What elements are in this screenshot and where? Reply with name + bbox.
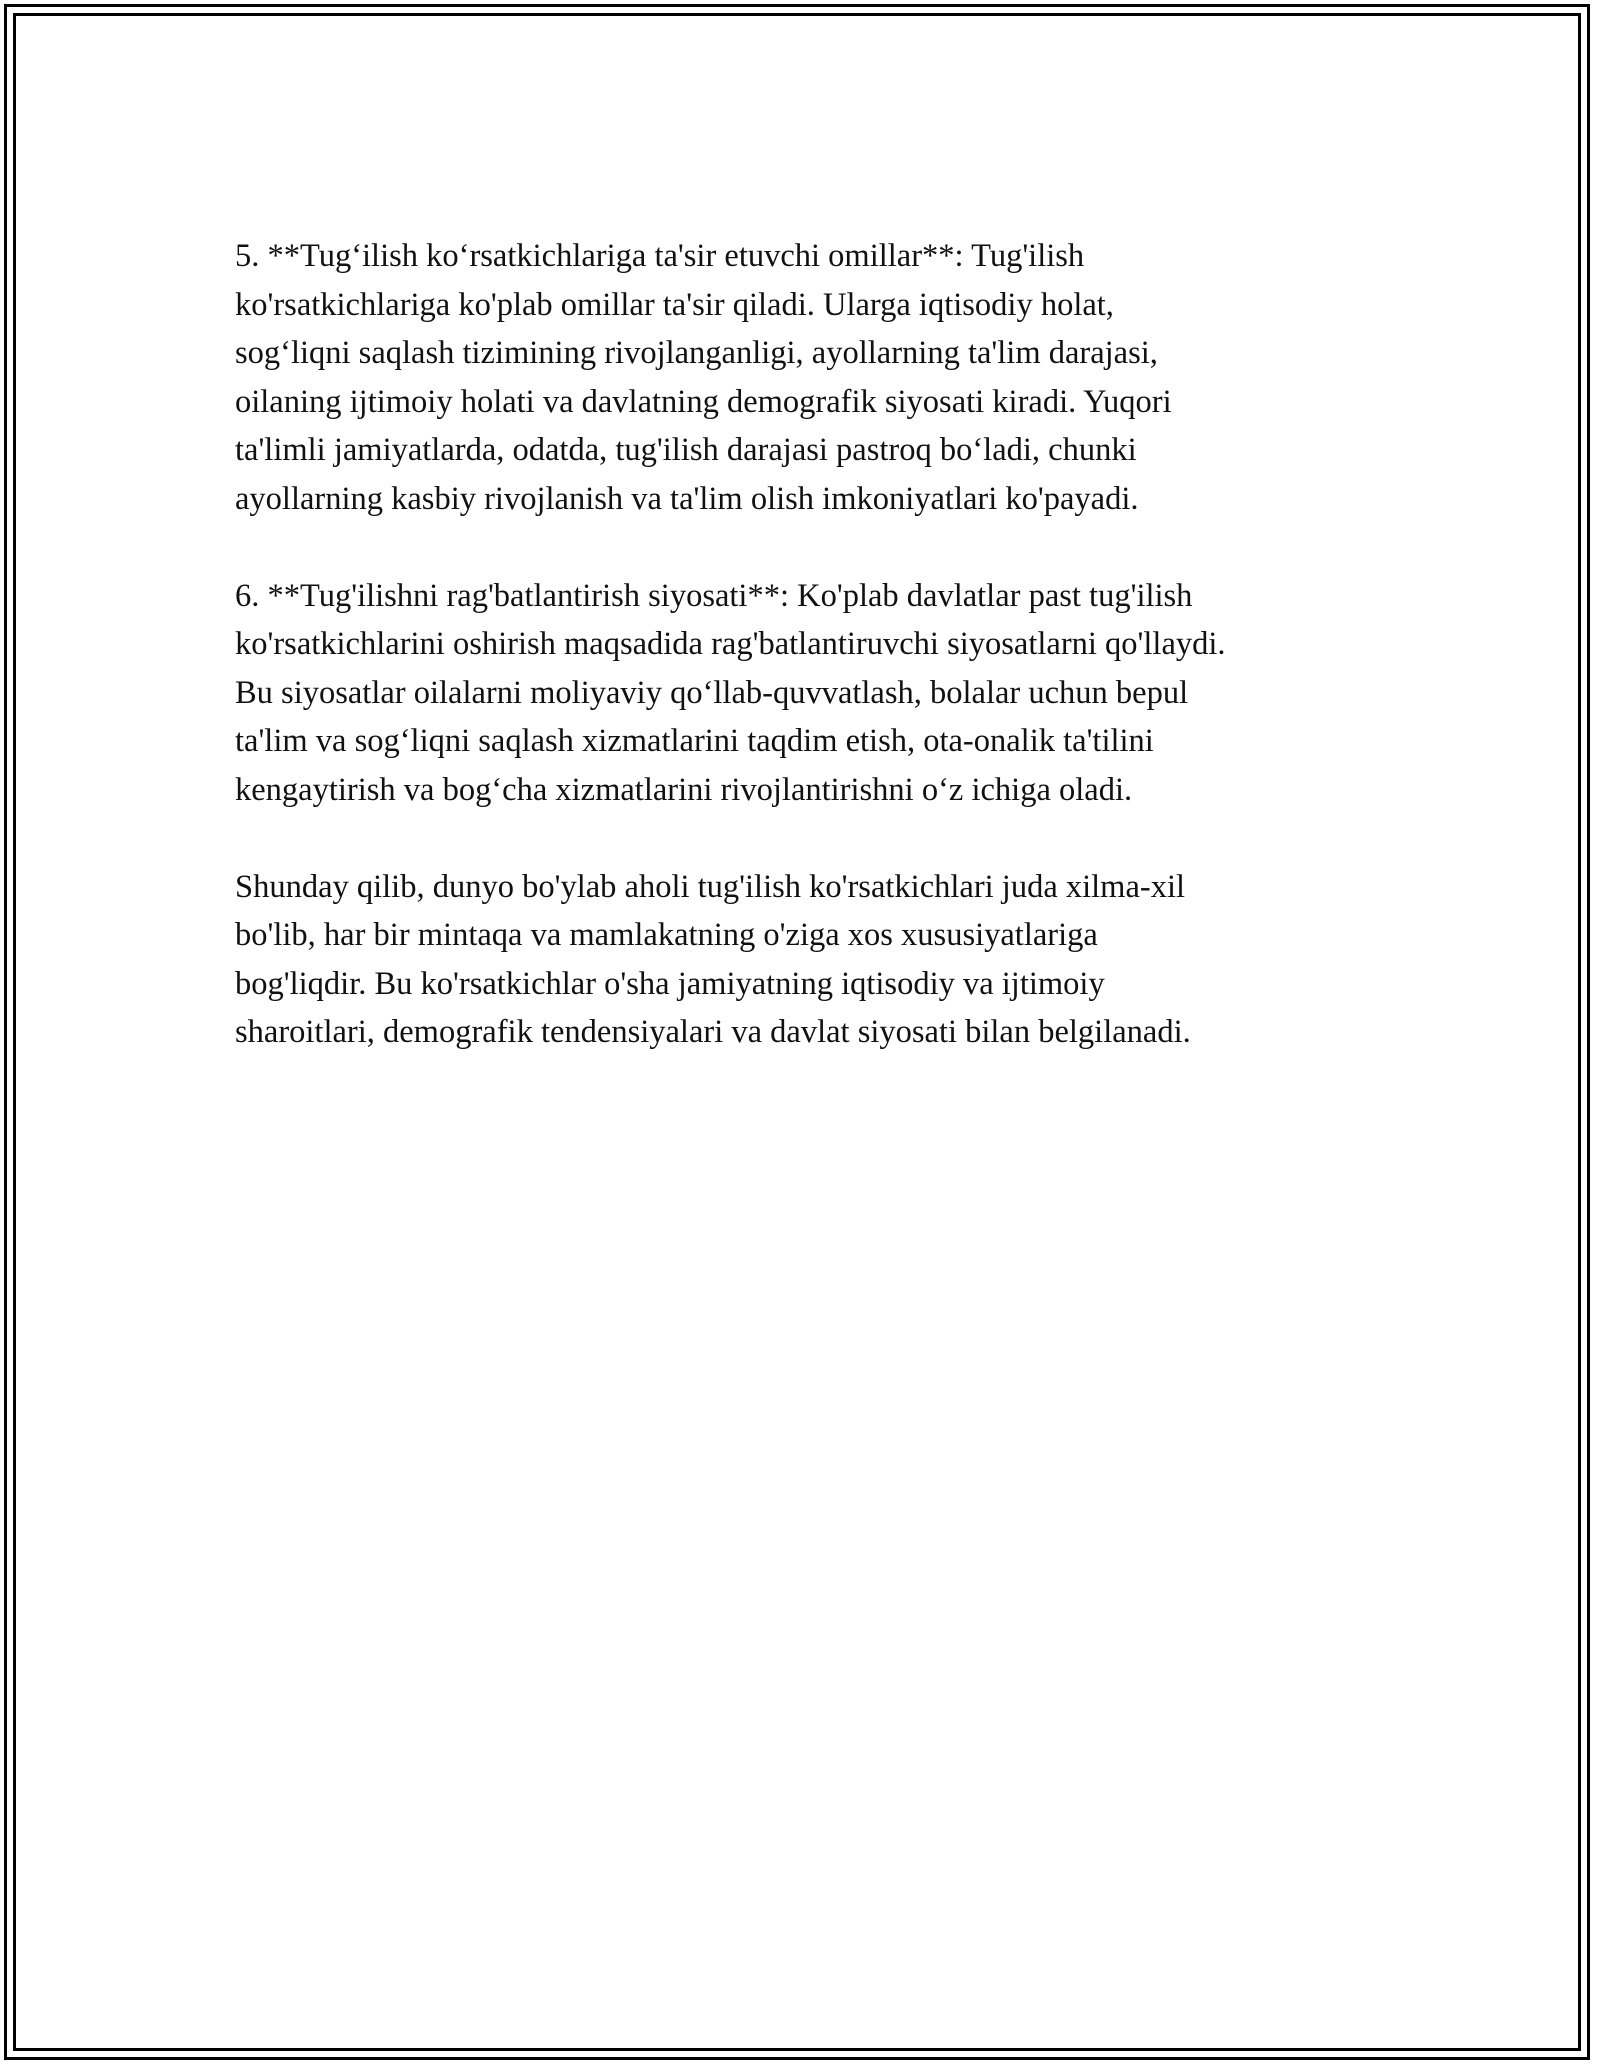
paragraph-birth-incentive-policy [235, 572, 1370, 815]
text-line: Shunday qilib, dunyo bo'ylab aholi tug'ilish ko'rsatkichlari juda xilma-xil [235, 868, 1186, 905]
text-line: Bu siyosatlar oilalarni moliyaviy qo‘llab-quvvatlash, bolalar uchun bepul [235, 674, 1189, 711]
text-line: 6. **Tug'ilishni rag'batlantirish siyosati**: Ko'plab davlatlar past tug'ilish [235, 577, 1193, 614]
text-line: bog'liqdir. Bu ko'rsatkichlar o'sha jamiyatning iqtisodiy va ijtimoiy [235, 965, 1105, 1002]
text-line: ko'rsatkichlariga ko'plab omillar ta'sir qiladi. Ularga iqtisodiy holat, [235, 286, 1114, 323]
text-line: ta'limli jamiyatlarda, odatda, tug'ilish darajasi pastroq bo‘ladi, chunki [235, 432, 1137, 469]
text-line: oilaning ijtimoiy holati va davlatning demografik siyosati kiradi. Yuqori [235, 383, 1172, 420]
text-line: ko'rsatkichlarini oshirish maqsadida rag'batlantiruvchi siyosatlarni qo'llaydi. [235, 626, 1226, 663]
text-line: 5. **Tug‘ilish ko‘rsatkichlariga ta'sir etuvchi omillar**: Tug'ilish [235, 238, 1085, 274]
document-body [235, 232, 1370, 1105]
text-line: ayollarning kasbiy rivojlanish va ta'lim olish imkoniyatlari ko'payadi. [235, 480, 1139, 517]
text-line: sharoitlari, demografik tendensiyalari va davlat siyosati bilan belgilanadi. [235, 1014, 1191, 1051]
text-line: kengaytirish va bog‘cha xizmatlarini rivojlantirishni o‘z ichiga oladi. [235, 771, 1133, 808]
text-line: ta'lim va sog‘liqni saqlash xizmatlarini taqdim etish, ota-onalik ta'tilini [235, 723, 1154, 760]
text-line: sog‘liqni saqlash tizimining rivojlanganligi, ayollarning ta'lim darajasi, [235, 335, 1158, 372]
paragraph-fertility-factors [235, 232, 1370, 524]
text-line: bo'lib, har bir mintaqa va mamlakatning o'ziga xos xususiyatlariga [235, 917, 1098, 954]
paragraph-conclusion [235, 863, 1370, 1057]
